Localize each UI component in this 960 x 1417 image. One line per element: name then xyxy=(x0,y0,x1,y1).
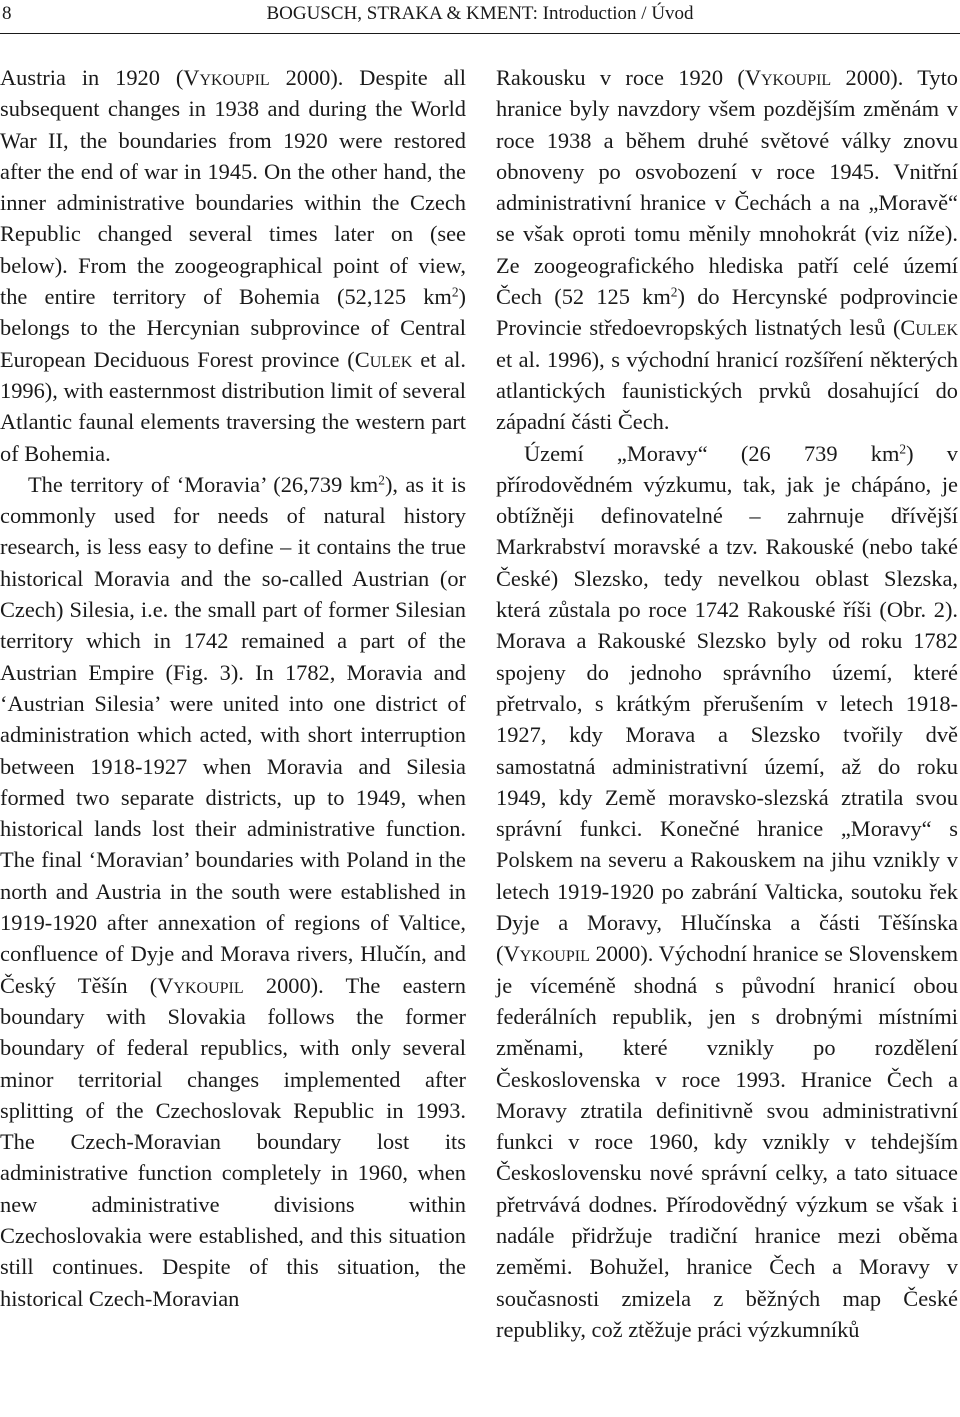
header-rule xyxy=(0,33,960,34)
text-run: ) do Hercynské podprovincie Provincie středoevropských listnatých lesů ( xyxy=(496,284,958,341)
author-citation: Vykoupil xyxy=(157,972,244,998)
author-citation: Culek xyxy=(900,315,958,341)
text-run: et al. 1996), with easternmost distribution limit of several Atlantic faunal elements traversing the western part of Bohemia. xyxy=(0,346,466,466)
superscript: 2 xyxy=(670,284,678,300)
text-run: Rakousku v roce 1920 ( xyxy=(496,65,745,90)
text-run: et al. 1996), s východní hranicí rozšíření některých atlantických faunistických prvků dosahující do západní části Čech. xyxy=(496,346,958,435)
text-run: The territory of ‘Moravia’ (26,739 km xyxy=(28,471,379,497)
czech-column xyxy=(496,62,958,1345)
english-paragraph-1 xyxy=(0,62,466,469)
page-number: 8 xyxy=(2,3,12,24)
english-paragraph-2 xyxy=(0,469,466,1314)
text-run: 2000). Východní hranice se Slovenskem je víceméně shodná s původní hranicí obou federálních republik, jen s drobnými místními změnami, které vznikly po rozdělení Československa v roce 1993. Hranice Čech a Moravy ztratila definitivně svou administrativní funkci v roce 1960, kdy vznikly v tehdejším Československu nové správní celky, a tato situace přetrvává dodnes. Přírodovědný výzkum se však i nadále přidržuje tradiční hranice mezi oběma zeměmi. Bohužel, hranice Čech a Moravy v současnosti zmizela z běžných map České republiky, což ztěžuje práci výzkumníků xyxy=(496,941,958,1342)
superscript: 2 xyxy=(451,284,459,300)
superscript: 2 xyxy=(899,441,907,457)
running-title: BOGUSCH, STRAKA & KMENT: Introduction / Úvod xyxy=(266,3,694,24)
text-run: 2000). Tyto hranice byly navzdory všem pozdějším změnám v roce 1938 a během druhé světové války znovu obnoveny po osvobození v roce 1945. Vnitřní administrativní hranice v Čechách a na „Moravě“ se však oproti tomu měnily mnohokrát (viz níže). Ze zoogeografického hlediska patří celé území Čech (52 125 km xyxy=(496,65,958,310)
text-run: ) belongs to the Hercynian subprovince of Central European Deciduous Forest province ( xyxy=(0,284,466,372)
author-citation: Vykoupil xyxy=(744,65,832,90)
superscript: 2 xyxy=(378,472,385,488)
english-column xyxy=(0,62,466,1314)
text-run: ), as it is commonly used for needs of natural history research, is less easy to define – it contains the true historical Moravia and the so-called Austrian (or Czech) Silesia, i.e. the small part of former Silesian territory which in 1742 remained a part of the Austrian Empire (Fig. 3). In 1782, Moravia and ‘Austrian Silesia’ were united into one district of administration which acted, with short interruption between 1918-1927 when Moravia and Silesia formed two separate districts, up to 1949, when historical lands lost their administrative function. The final ‘Moravian’ boundaries with Poland in the north and Austria in the south were established in 1919-1920 after annexation of regions of Valtice, confluence of Dyje and Morava rivers, Hlučín, and Český Těšín ( xyxy=(0,471,467,998)
text-run: 2000). Despite all subsequent changes in 1938 and during the World War II, the boundaries from 1920 were restored after the end of war in 1945. On the other hand, the inner administrative boundaries within the Czech Republic changed several times later on (see below). From the zoogeographical point of view, the entire territory of Bohemia (52,125 km xyxy=(0,65,466,310)
author-citation: Culek xyxy=(354,346,413,372)
text-run: 2000). The eastern boundary with Slovakia follows the former boundary of federal republics, with only several minor territorial changes implemented after splitting of the Czechoslovak Republic in 1993. The Czech-Moravian boundary lost its administrative function completely in 1960, when new administrative divisions within Czechoslovakia were established, and this situation still continues. Despite of this situation, the historical Czech-Moravian xyxy=(0,972,466,1311)
author-citation: Vykoupil xyxy=(503,941,590,967)
text-run: Území „Moravy“ (26 739 km xyxy=(524,440,900,466)
czech-paragraph-2 xyxy=(496,438,958,1346)
czech-paragraph-1 xyxy=(496,62,958,438)
text-run: ) v přírodovědném výzkumu, tak, jak je chápáno, je obtížněji definovatelné – zahrnuje dřívější Markrabství moravské a tzv. Rakouské (nebo také České) Slezsko, tedy nevelkou oblast Slezska, která zůstala po roce 1742 Rakouské říši (Obr. 2). Morava a Rakouské Slezsko byly od roku 1782 spojeny do jednoho správního území, které přetrvalo, s krátkým přerušením v letech 1918-1927, kdy Morava a Slezsko tvořily dvě samostatná administrativní území, až do roku 1949, kdy Země moravsko-slezská ztratila svou správní funkci. Konečné hranice „Moravy“ s Polskem na severu a Rakouskem na jihu vznikly v letech 1919-1920 po zabrání Valticka, soutoku řek Dyje a Moravy, Hlučínska a části Těšínska ( xyxy=(496,440,959,967)
text-run: Austria in 1920 ( xyxy=(0,65,184,90)
running-head xyxy=(0,0,960,30)
author-citation: Vykoupil xyxy=(183,65,270,90)
